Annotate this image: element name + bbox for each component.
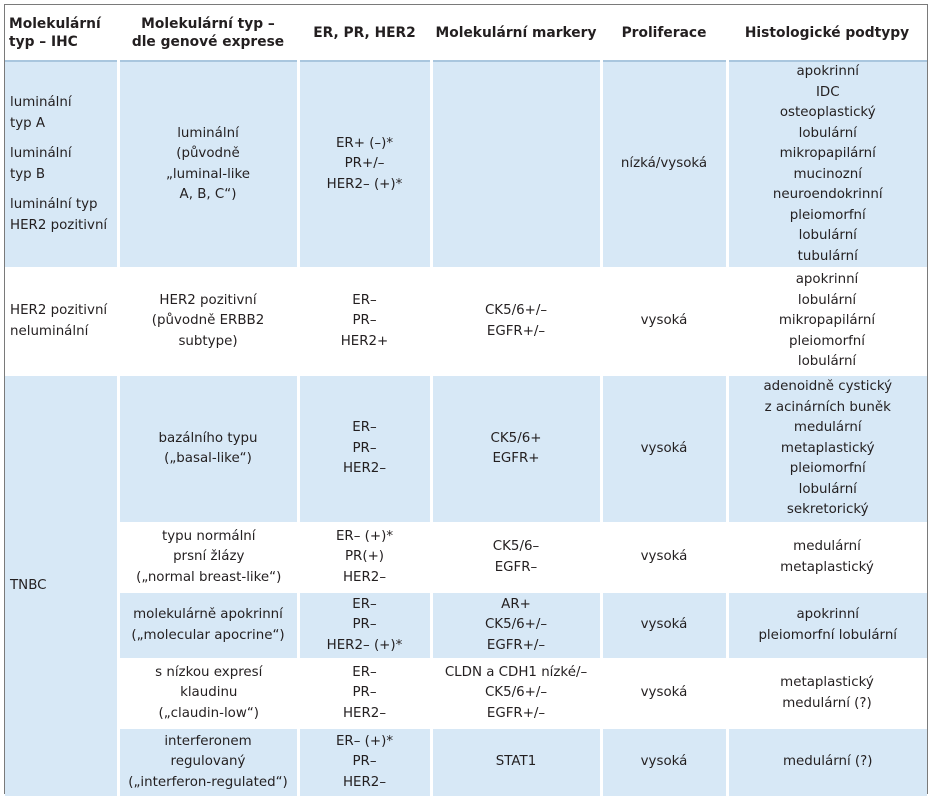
cell-histology: medulární metaplastický bbox=[727, 524, 927, 592]
cell-proliferation: vysoká bbox=[601, 728, 727, 796]
cell-gene-expression: s nízkou expresí klaudinu („claudin-low“) bbox=[118, 660, 298, 728]
table-row bbox=[5, 269, 927, 375]
header-row bbox=[5, 5, 927, 61]
cell-histology: metaplastický medulární (?) bbox=[727, 660, 927, 728]
table-row bbox=[5, 728, 927, 796]
cell-markers: CLDN a CDH1 nízké/– CK5/6+/– EGFR+/– bbox=[431, 660, 601, 728]
cell-proliferation: vysoká bbox=[601, 524, 727, 592]
cell-histology: apokrinní lobulární mikropapilární pleiomorfní lobulární bbox=[727, 269, 927, 375]
cell-histology: apokrinní pleiomorfní lobulární bbox=[727, 592, 927, 660]
cell-proliferation: vysoká bbox=[601, 375, 727, 524]
cell-proliferation: nízká/vysoká bbox=[601, 61, 727, 269]
cell-markers bbox=[431, 61, 601, 269]
header-receptors: ER, PR, HER2 bbox=[298, 5, 431, 61]
cell-receptors: ER– PR– HER2– (+)* bbox=[298, 592, 431, 660]
cell-receptors: ER+ (–)* PR+/– HER2– (+)* bbox=[298, 61, 431, 269]
cell-gene-expression: luminální (původně „luminal-like A, B, C“) bbox=[118, 61, 298, 269]
cell-receptors: ER– (+)* PR(+) HER2– bbox=[298, 524, 431, 592]
cell-ihc: luminální typ A luminální typ B luminální typ HER2 pozitivní bbox=[5, 61, 118, 269]
table-row bbox=[5, 61, 927, 269]
cell-histology: medulární (?) bbox=[727, 728, 927, 796]
table-row bbox=[5, 660, 927, 728]
cell-gene-expression: typu normální prsní žlázy („normal breast-like“) bbox=[118, 524, 298, 592]
table-row bbox=[5, 375, 927, 524]
cell-receptors: ER– PR– HER2– bbox=[298, 660, 431, 728]
cell-ihc: TNBC bbox=[5, 375, 118, 796]
cell-receptors: ER– (+)* PR– HER2– bbox=[298, 728, 431, 796]
cell-histology: apokrinní IDC osteoplastický lobulární mikropapilární mucinozní neuroendokrinní pleiomorfní lobulární tubulární bbox=[727, 61, 927, 269]
cell-markers: STAT1 bbox=[431, 728, 601, 796]
cell-histology: adenoidně cystický z acinárních buněk medulární metaplastický pleiomorfní lobulární sekretorický bbox=[727, 375, 927, 524]
cell-markers: CK5/6+/– EGFR+/– bbox=[431, 269, 601, 375]
header-histology: Histologické podtypy bbox=[727, 5, 927, 61]
cell-gene-expression: interferonem regulovaný („interferon-regulated“) bbox=[118, 728, 298, 796]
table-row bbox=[5, 524, 927, 592]
cell-proliferation: vysoká bbox=[601, 660, 727, 728]
header-proliferation: Proliferace bbox=[601, 5, 727, 61]
header-markers: Molekulární markery bbox=[431, 5, 601, 61]
cell-ihc: HER2 pozitivní neluminální bbox=[5, 269, 118, 375]
cell-receptors: ER– PR– HER2+ bbox=[298, 269, 431, 375]
molecular-types-table bbox=[5, 5, 927, 796]
cell-receptors: ER– PR– HER2– bbox=[298, 375, 431, 524]
header-gene-expression: Molekulární typ – dle genové exprese bbox=[118, 5, 298, 61]
cell-proliferation: vysoká bbox=[601, 592, 727, 660]
cell-markers: AR+ CK5/6+/– EGFR+/– bbox=[431, 592, 601, 660]
cell-gene-expression: HER2 pozitivní (původně ERBB2 subtype) bbox=[118, 269, 298, 375]
header-ihc: Molekulární typ – IHC bbox=[5, 5, 118, 61]
cell-proliferation: vysoká bbox=[601, 269, 727, 375]
cell-gene-expression: bazálního typu („basal-like“) bbox=[118, 375, 298, 524]
cell-markers: CK5/6+ EGFR+ bbox=[431, 375, 601, 524]
cell-markers: CK5/6– EGFR– bbox=[431, 524, 601, 592]
cell-gene-expression: molekulárně apokrinní („molecular apocrine“) bbox=[118, 592, 298, 660]
table-row bbox=[5, 592, 927, 660]
